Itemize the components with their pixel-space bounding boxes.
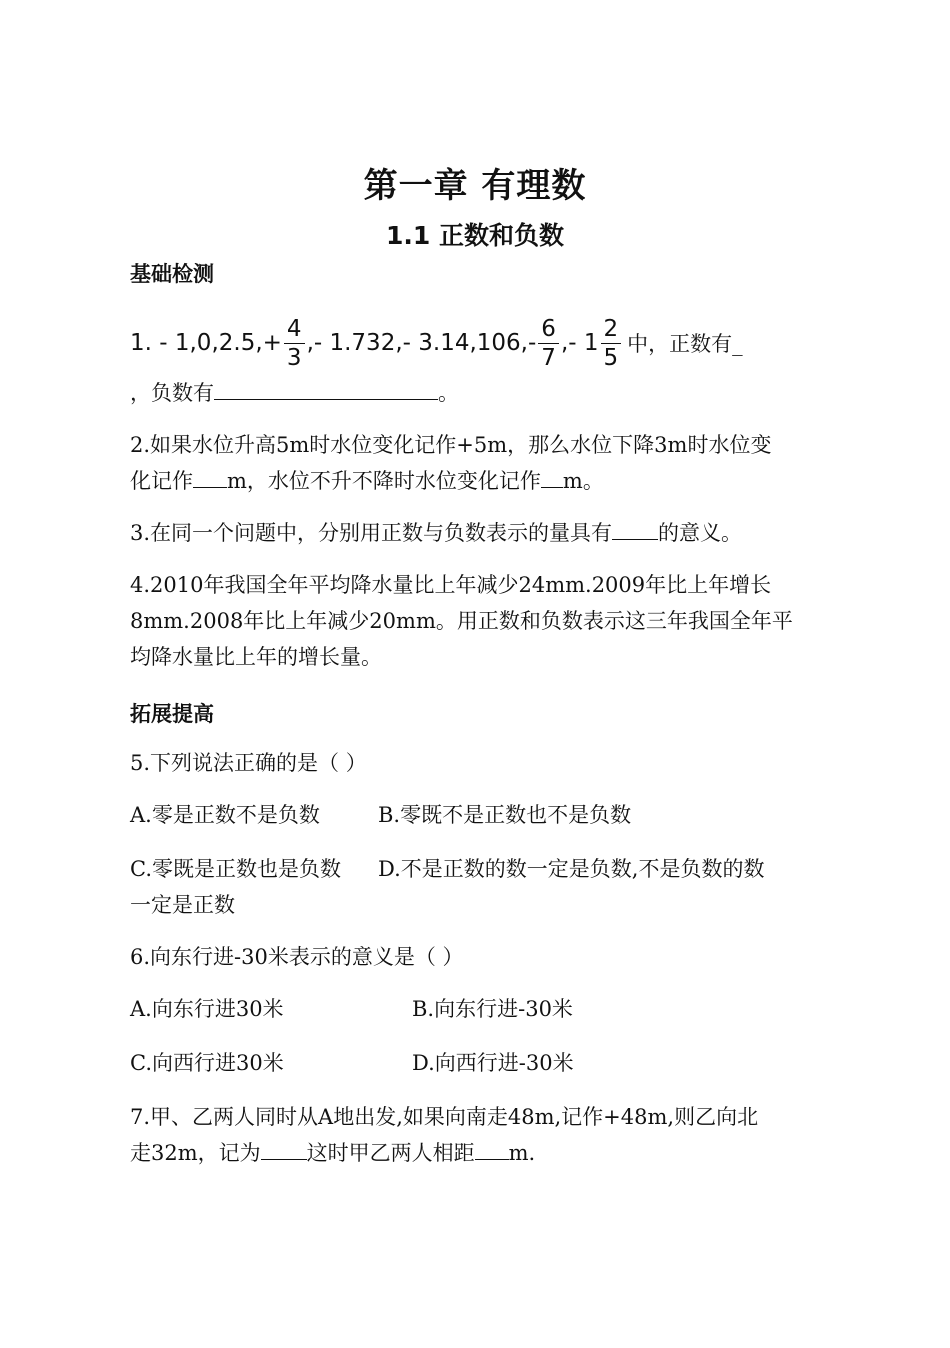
q5-option-a[interactable]: A.零是正数不是负数 (130, 803, 320, 827)
q5-option-d[interactable]: D.不是正数的数一定是负数,不是负数的数 (378, 857, 765, 881)
question-3 (130, 514, 830, 552)
q5-options-ab (130, 796, 830, 834)
fraction-denominator: 5 (603, 344, 619, 371)
section-basic-check: 基础检测 (130, 262, 214, 286)
q7-line1: 7.甲、乙两人同时从A地出发,如果向南走48m,记作+48m,则乙向北 (130, 1105, 759, 1129)
q4-line3: 均降水量比上年的增长量。 (130, 645, 382, 669)
answer-blank[interactable] (214, 379, 438, 400)
fraction-4-3 (284, 315, 305, 372)
q5-option-c[interactable]: C.零既是正数也是负数 (130, 857, 341, 881)
q2-text-c: m。 (562, 469, 604, 493)
q1-mid1: ,- 1.732,- 3.14,106,- (306, 330, 537, 356)
fraction-numerator: 4 (284, 315, 305, 344)
fraction-denominator: 7 (541, 344, 556, 371)
q1-tail: 中，正数有_ (627, 332, 743, 356)
q6-options-ab (130, 990, 830, 1028)
q2-line1: 2.如果水位升高5m时水位变化记作+5m，那么水位下降3m时水位变 (130, 433, 772, 457)
q4-line1: 4.2010年我国全年平均降水量比上年减少24mm.2009年比上年增长 (130, 573, 772, 597)
q6-option-c[interactable]: C.向西行进30米 (130, 1051, 284, 1075)
q3-text-b: 的意义。 (658, 521, 743, 545)
answer-blank[interactable] (261, 1139, 307, 1160)
q7-line2 (130, 1134, 830, 1172)
q1-end: 。 (438, 381, 459, 405)
q2-text-b: m，水位不升不降时水位变化记作 (227, 469, 541, 493)
fraction-2-5 (601, 315, 622, 372)
q5-option-b[interactable]: B.零既不是正数也不是负数 (378, 803, 632, 827)
q7-text-a: 走32m，记为 (130, 1141, 261, 1165)
q5-option-d-cont: 一定是正数 (130, 893, 235, 917)
fraction-numerator: 6 (538, 315, 559, 344)
q6-option-a[interactable]: A.向东行进30米 (130, 997, 284, 1021)
q2-line2 (130, 462, 830, 500)
fraction-denominator: 3 (286, 344, 302, 371)
question-1 (130, 312, 743, 374)
q1-line2 (130, 374, 830, 412)
answer-blank[interactable] (612, 519, 658, 540)
q6-options-cd (130, 1044, 830, 1082)
fraction-numerator: 2 (601, 315, 622, 344)
q5-options-cd (130, 850, 830, 888)
section-extension: 拓展提高 (130, 702, 214, 726)
q1-prefix: 1. - 1,0,2.5,+ (130, 330, 282, 356)
q1-negative-label: ，负数有 (130, 381, 214, 405)
q3-text-a: 3.在同一个问题中，分别用正数与负数表示的量具有 (130, 521, 613, 545)
q4-line2: 8mm.2008年比上年减少20mm。用正数和负数表示这三年我国全年平 (130, 609, 793, 633)
q7-text-c: m. (508, 1141, 536, 1165)
answer-blank[interactable] (193, 467, 227, 488)
q5-stem: 5.下列说法正确的是（ ） (130, 751, 367, 775)
answer-blank[interactable] (475, 1139, 509, 1160)
q6-option-b[interactable]: B.向东行进-30米 (412, 997, 573, 1021)
q6-option-d[interactable]: D.向西行进-30米 (412, 1051, 574, 1075)
q7-text-b: 这时甲乙两人相距 (306, 1141, 475, 1165)
section-subtitle: 1.1 正数和负数 (386, 221, 564, 250)
q6-stem: 6.向东行进-30米表示的意义是（ ） (130, 945, 464, 969)
q2-text-a: 化记作 (130, 469, 193, 493)
q1-mid2: ,- 1 (560, 330, 599, 356)
chapter-title: 第一章 有理数 (363, 166, 587, 206)
fraction-6-7 (538, 315, 559, 372)
answer-blank[interactable] (541, 467, 563, 488)
